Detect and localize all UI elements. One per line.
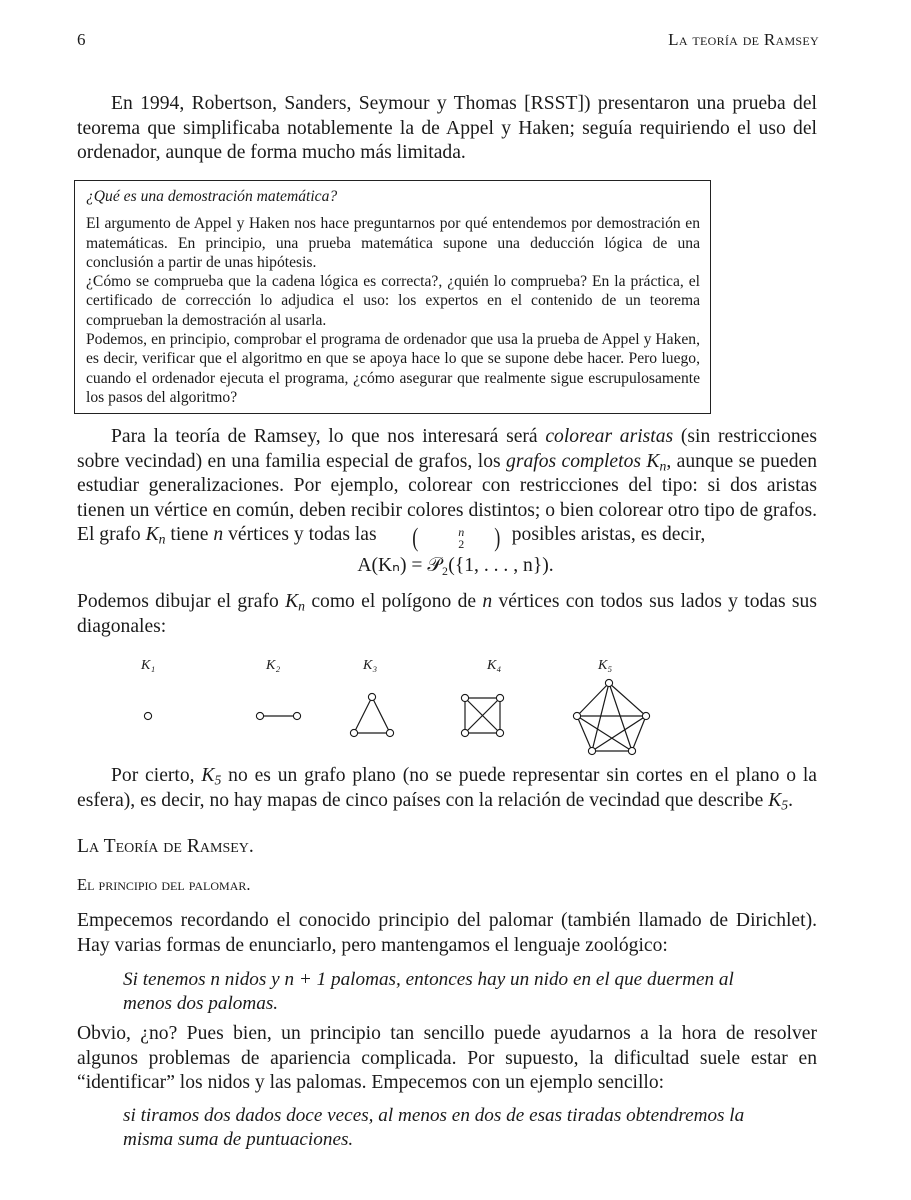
k1-vertex — [144, 712, 151, 719]
k4-vertex — [461, 729, 468, 736]
k2-vertex — [256, 712, 263, 719]
aside-box-demostracion — [74, 180, 711, 414]
k3-vertex — [350, 729, 357, 736]
k4-vertex — [496, 729, 503, 736]
aside-box-paragraph-3: Podemos, en principio, comprobar el programa de ordenador que usa la prueba de Appel y Haken, es decir, verificar que el algoritmo en que se apoya hace lo que se supone debe hacer. Pero luego, cuando el ordenador ejecuta el programa, ¿cómo asegurar que realmente sigue escrupulosamente los pasos del algoritmo? — [86, 331, 700, 406]
graph-label-k5: K₅ — [598, 658, 613, 673]
math-binomial: ( n 2 ) — [411, 523, 501, 552]
math-n: n — [482, 591, 493, 612]
aside-box-paragraph-1: El argumento de Appel y Haken nos hace preguntarnos por qué entendemos por demostración en matemáticas. En principio, una prueba matemática supone una deducción lógica de una conclusión a partir de unas hipótesis. — [86, 215, 700, 271]
quote-dice-example: si tiramos dos dados doce veces, al menos en dos de esas tiradas obtendremos la misma suma de puntuaciones. — [123, 1105, 745, 1150]
math-Kn: $K_n$ — [646, 450, 667, 473]
k5-vertex — [573, 712, 580, 719]
graph-label-k2: K₂ — [266, 658, 281, 673]
paragraph-polygon: Podemos dibujar el grafo $K_n$ como el polígono de n vértices con todos sus lados y todas sus diagonales: — [77, 591, 817, 637]
k5-vertex — [628, 747, 635, 754]
math-K5: $K_5$ — [201, 765, 222, 788]
aside-box-title: ¿Qué es una demostración matemática? — [86, 188, 338, 205]
quote-pigeonhole: Si tenemos n nidos y n + 1 palomas, entonces hay un nido en el que duermen al menos dos palomas. — [123, 969, 734, 1014]
formula-edge-set: A(Kₙ) = 𝒫₂({1, . . . , n}). — [357, 555, 554, 576]
k5-edge — [577, 683, 609, 716]
paragraph-ramsey-coloring: Para la teoría de Ramsey, lo que nos interesará será colorear aristas (sin restricciones sobre vecindad) en una familia especial de grafos, los grafos completos $K_n$, aunque se pueden estudiar generalizaciones. Por ejemplo, colorear con restricciones del tipo: si dos aristas tienen un vértice en común, deben recibir colores distintos; o bien colorear otro tipo de grafos. El grafo $K_n$ tiene n vértices y todas las ( n 2 ) posibles aristas, es decir, — [77, 426, 817, 552]
paragraph-palomar-intro: Empecemos recordando el conocido principio del palomar (también llamado de Dirichlet). Hay varias formas de enunciarlo, pero mantengamos el lenguaje zoológico: — [77, 910, 817, 956]
graph-label-k3: K₃ — [363, 658, 378, 673]
k3-vertex — [368, 693, 375, 700]
graph-label-k1: K₁ — [141, 658, 156, 673]
math-n: n — [213, 524, 224, 545]
k3-edge — [354, 697, 372, 733]
graphs-drawing — [0, 650, 911, 760]
k3-vertex — [386, 729, 393, 736]
math-K5: $K_5$ — [768, 789, 789, 812]
k5-vertex — [588, 747, 595, 754]
page-number: 6 — [77, 30, 86, 49]
emphasis-grafos-completos: grafos completos — [506, 450, 641, 472]
k4-vertex — [496, 694, 503, 701]
k5-edge — [592, 716, 646, 751]
k5-vertex — [605, 679, 612, 686]
k3-edge — [372, 697, 390, 733]
k4-vertex — [461, 694, 468, 701]
k5-vertex — [642, 712, 649, 719]
k2-vertex — [293, 712, 300, 719]
complete-graphs-figure — [0, 650, 911, 760]
aside-box-paragraph-2: ¿Cómo se comprueba que la cadena lógica es correcta?, ¿quién lo comprueba? En la práctica, el certificado de corrección lo adjudica el uso: los expertos en el contenido de un teorema comprueban la demostración al usarla. — [86, 273, 700, 329]
graph-label-k4: K₄ — [487, 658, 502, 673]
paragraph-obvio: Obvio, ¿no? Pues bien, un principio tan sencillo puede ayudarnos a la hora de resolver algunos problemas de apariencia complicada. Por supuesto, la dificultad suele estar en “identificar” los nidos y las palomas. Empecemos con un ejemplo sencillo: — [77, 1023, 817, 1093]
k5-edge — [577, 716, 632, 751]
k5-edge — [592, 683, 609, 751]
math-Kn: $K_n$ — [285, 591, 306, 614]
running-title: La teoría de Ramsey — [668, 30, 819, 49]
running-head — [77, 30, 819, 54]
paragraph-rsst: En 1994, Robertson, Sanders, Seymour y Thomas [RSST]) presentaron una prueba del teorema que simplificaba notablemente la de Appel y Haken; seguía requiriendo el uso del ordenador, aunque de forma mucho más limitada. — [77, 93, 817, 163]
math-Kn: $K_n$ — [145, 524, 166, 547]
section-title: La Teoría de Ramsey. — [77, 836, 254, 857]
subsection-title: El principio del palomar. — [77, 875, 251, 894]
paragraph-k5-planar: Por cierto, $K_5$ no es un grafo plano (no se puede representar sin cortes en el plano o la esfera), es decir, no hay mapas de cinco países con la relación de vecindad que describe $K_5$. — [77, 765, 817, 812]
emphasis-colorear-aristas: colorear aristas — [545, 426, 674, 447]
